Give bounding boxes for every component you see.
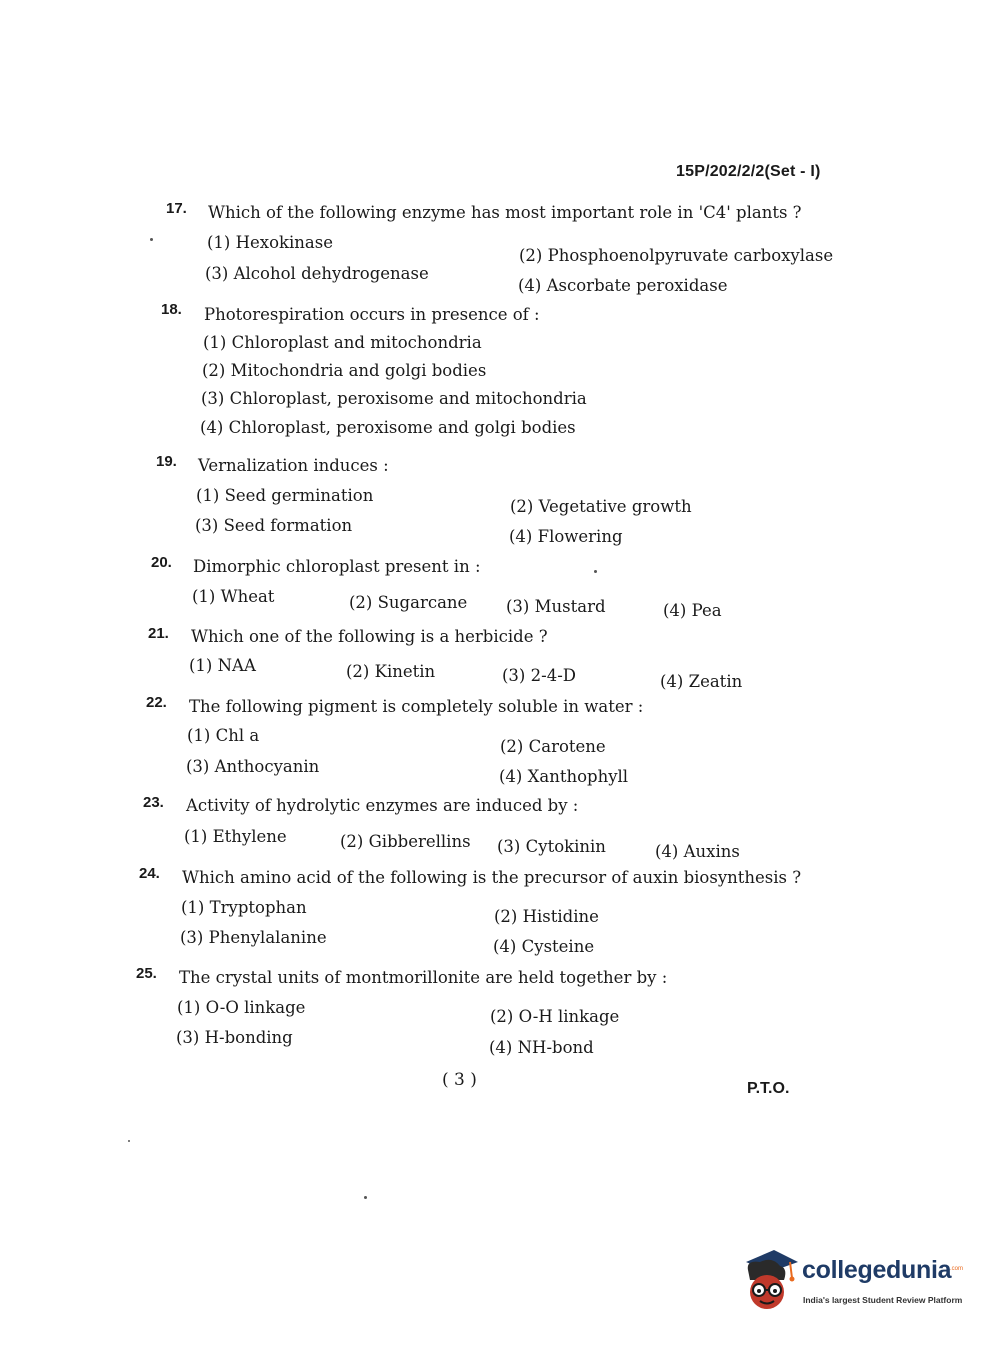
page-number: ( 3 ) <box>442 1070 477 1090</box>
logo-brand: collegedunia <box>802 1256 952 1284</box>
question-number: 23. <box>143 794 164 811</box>
question-text: Which amino acid of the following is the precursor of auxin biosynthesis ? <box>182 868 802 887</box>
option-2: (2) Kinetin <box>346 662 436 681</box>
option-1: (1) Ethylene <box>184 827 287 846</box>
option-2: (2) Carotene <box>500 737 606 756</box>
option-3: (3) Alcohol dehydrogenase <box>205 264 429 283</box>
option-2: (2) O-H linkage <box>490 1007 620 1026</box>
option-4: (4) Flowering <box>509 527 623 546</box>
question-text: The crystal units of montmorillonite are held together by : <box>179 968 668 987</box>
question-number: 18. <box>161 301 182 318</box>
option-1: (1) Tryptophan <box>181 898 307 917</box>
option-3: (3) Anthocyanin <box>186 757 320 776</box>
option-1: (1) Chloroplast and mitochondria <box>203 333 482 352</box>
logo-tagline: India's largest Student Review Platform <box>803 1295 963 1305</box>
option-3: (3) H-bonding <box>176 1028 293 1047</box>
option-2: (2) Gibberellins <box>340 832 471 851</box>
option-1: (1) Seed germination <box>196 486 374 505</box>
option-4: (4) NH-bond <box>489 1038 594 1057</box>
question-number: 19. <box>156 453 177 470</box>
option-2: (2) Histidine <box>494 907 599 926</box>
option-4: (4) Chloroplast, peroxisome and golgi bodies <box>200 418 576 437</box>
option-4: (4) Pea <box>663 601 722 620</box>
scan-speck <box>150 238 153 241</box>
option-1: (1) O-O linkage <box>177 998 306 1017</box>
collegedunia-logo <box>740 1248 970 1318</box>
pto-label: P.T.O. <box>747 1080 790 1097</box>
mascot-icon <box>740 1248 800 1314</box>
option-4: (4) Auxins <box>655 842 740 861</box>
option-4: (4) Ascorbate peroxidase <box>518 276 728 295</box>
question-text: Photorespiration occurs in presence of : <box>204 305 540 324</box>
question-number: 25. <box>136 965 157 982</box>
question-text: Which one of the following is a herbicide ? <box>191 627 548 646</box>
option-2: (2) Sugarcane <box>349 593 468 612</box>
question-number: 22. <box>146 694 167 711</box>
question-text: Dimorphic chloroplast present in : <box>193 557 481 576</box>
option-1: (1) NAA <box>189 656 256 675</box>
option-2: (2) Vegetative growth <box>510 497 692 516</box>
scan-speck <box>364 1196 367 1199</box>
option-3: (3) Phenylalanine <box>180 928 327 947</box>
option-2: (2) Mitochondria and golgi bodies <box>202 361 487 380</box>
question-number: 24. <box>139 865 160 882</box>
question-number: 20. <box>151 554 172 571</box>
question-text: The following pigment is completely soluble in water : <box>189 697 644 716</box>
scan-speck <box>594 570 597 573</box>
question-text: Vernalization induces : <box>198 456 389 475</box>
question-text: Which of the following enzyme has most important role in 'C4' plants ? <box>208 203 802 222</box>
logo-domain: .com <box>950 1266 964 1272</box>
option-4: (4) Xanthophyll <box>499 767 629 786</box>
question-number: 21. <box>148 625 169 642</box>
option-1: (1) Hexokinase <box>207 233 333 252</box>
question-number: 17. <box>166 200 187 217</box>
option-1: (1) Chl a <box>187 726 260 745</box>
option-4: (4) Cysteine <box>493 937 595 956</box>
option-4: (4) Zeatin <box>660 672 743 691</box>
option-2: (2) Phosphoenolpyruvate carboxylase <box>519 246 834 265</box>
option-1: (1) Wheat <box>192 587 275 606</box>
option-3: (3) Seed formation <box>195 516 353 535</box>
paper-code: 15P/202/2/2(Set - I) <box>676 163 821 180</box>
option-3: (3) 2-4-D <box>502 666 576 685</box>
option-3: (3) Cytokinin <box>497 837 606 856</box>
option-3: (3) Chloroplast, peroxisome and mitochondria <box>201 389 587 408</box>
option-3: (3) Mustard <box>506 597 606 616</box>
question-text: Activity of hydrolytic enzymes are induced by : <box>186 796 579 815</box>
scan-speck <box>128 1140 130 1142</box>
